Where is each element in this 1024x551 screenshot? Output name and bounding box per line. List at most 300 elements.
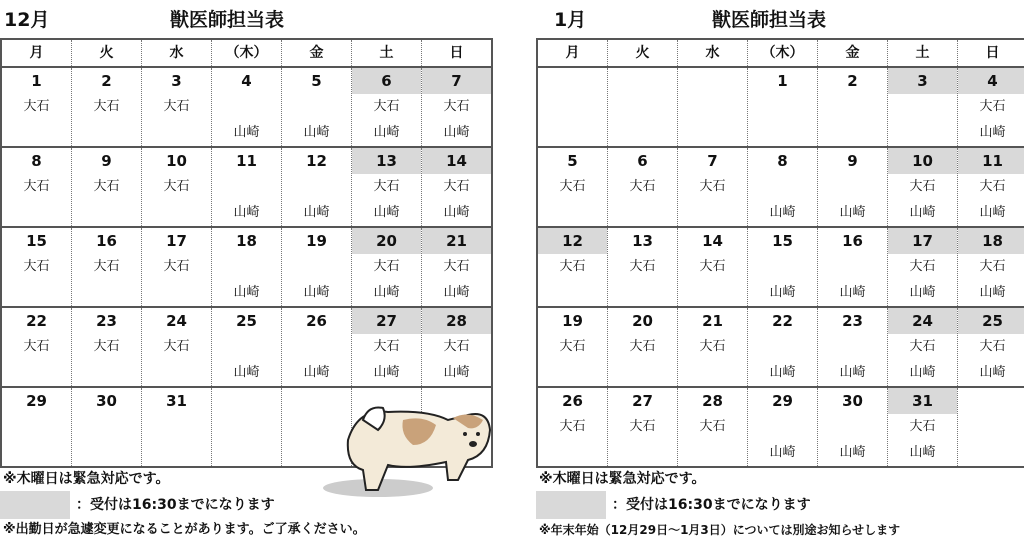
day-cell [888, 67, 958, 147]
day-cell [352, 67, 422, 147]
day-cell [422, 67, 493, 147]
vet-oishi: 大石 [373, 259, 400, 274]
vet-oishi: 大石 [629, 419, 656, 434]
vet-yamazaki [72, 280, 141, 306]
vet-oishi [282, 94, 351, 120]
weekday-header: 月 [1, 39, 72, 67]
week-row [537, 67, 1024, 147]
weekday-header: （木） [748, 39, 818, 67]
vet-oishi [2, 414, 71, 440]
day-number: 11 [958, 148, 1024, 174]
page-title: 獣医師担当表 [170, 9, 285, 31]
vet-oishi: 大石 [699, 179, 726, 194]
vet-oishi: 大石 [629, 259, 656, 274]
vet-yamazaki [608, 200, 677, 226]
day-cell [422, 307, 493, 387]
day-cell [212, 227, 282, 307]
vet-yamazaki: 山崎 [769, 445, 796, 460]
vet-oishi: 大石 [443, 339, 470, 354]
week-row [537, 147, 1024, 227]
weekday-header: 金 [282, 39, 352, 67]
day-number [958, 388, 1024, 414]
day-number: 21 [702, 312, 723, 330]
month-label: 12月 [4, 9, 50, 31]
day-number: 3 [888, 68, 957, 94]
vet-oishi: 大石 [163, 99, 190, 114]
page-title: 獣医師担当表 [712, 9, 827, 31]
day-cell [678, 387, 748, 467]
day-number: 6 [637, 152, 648, 170]
day-cell [212, 307, 282, 387]
day-cell [608, 67, 678, 147]
vet-yamazaki [678, 120, 747, 146]
vet-oishi: 大石 [93, 179, 120, 194]
day-cell [422, 147, 493, 227]
vet-oishi: 大石 [909, 339, 936, 354]
vet-oishi [212, 254, 281, 280]
weekday-header: 火 [72, 39, 142, 67]
vet-oishi [212, 414, 281, 440]
vet-yamazaki: 山崎 [373, 205, 400, 220]
day-number: 27 [632, 392, 653, 410]
vet-yamazaki: 山崎 [769, 285, 796, 300]
vet-yamazaki [212, 440, 281, 466]
day-number: 3 [171, 72, 182, 90]
vet-oishi: 大石 [629, 339, 656, 354]
day-number: 18 [958, 228, 1024, 254]
day-number: 22 [26, 312, 47, 330]
vet-yamazaki [748, 120, 817, 146]
day-cell [958, 307, 1024, 387]
day-cell [818, 387, 888, 467]
day-number [538, 68, 607, 94]
day-cell [537, 387, 608, 467]
vet-oishi [748, 94, 817, 120]
vet-yamazaki: 山崎 [233, 125, 260, 140]
calendar-body [536, 38, 1024, 540]
vet-oishi [748, 334, 817, 360]
vet-yamazaki [958, 440, 1024, 466]
vet-yamazaki: 山崎 [303, 205, 330, 220]
weekday-header: 月 [537, 39, 608, 67]
day-cell [888, 147, 958, 227]
day-number: 12 [306, 152, 327, 170]
vet-yamazaki: 山崎 [373, 285, 400, 300]
vet-oishi: 大石 [443, 99, 470, 114]
day-number: 24 [166, 312, 187, 330]
day-number: 10 [888, 148, 957, 174]
vet-yamazaki [608, 280, 677, 306]
day-number: 26 [306, 312, 327, 330]
vet-oishi: 大石 [699, 419, 726, 434]
day-number: 22 [772, 312, 793, 330]
day-cell [72, 387, 142, 467]
day-number: 23 [842, 312, 863, 330]
vet-oishi [282, 334, 351, 360]
day-number: 28 [702, 392, 723, 410]
day-number: 28 [422, 308, 491, 334]
week-row [1, 227, 492, 307]
vet-oishi: 大石 [373, 339, 400, 354]
vet-yamazaki: 山崎 [443, 285, 470, 300]
vet-yamazaki [72, 360, 141, 386]
day-cell [958, 227, 1024, 307]
day-cell [818, 67, 888, 147]
day-cell [282, 67, 352, 147]
day-cell [678, 307, 748, 387]
vet-yamazaki [2, 440, 71, 466]
day-number: 6 [352, 68, 421, 94]
vet-yamazaki [888, 120, 957, 146]
week-row [1, 67, 492, 147]
day-number: 15 [772, 232, 793, 250]
vet-yamazaki [2, 280, 71, 306]
vet-oishi: 大石 [23, 99, 50, 114]
vet-oishi: 大石 [699, 259, 726, 274]
vet-oishi: 大石 [23, 259, 50, 274]
note-thursday: ※木曜日は緊急対応です。 [3, 471, 170, 487]
day-number: 11 [236, 152, 257, 170]
note-thursday: ※木曜日は緊急対応です。 [539, 471, 706, 487]
day-number: 18 [236, 232, 257, 250]
day-number: 10 [166, 152, 187, 170]
vet-oishi [282, 254, 351, 280]
vet-yamazaki: 山崎 [909, 205, 936, 220]
day-number: 25 [958, 308, 1024, 334]
day-number: 14 [422, 148, 491, 174]
day-number: 29 [26, 392, 47, 410]
weekday-header: 火 [608, 39, 678, 67]
vet-yamazaki: 山崎 [839, 285, 866, 300]
vet-oishi [678, 94, 747, 120]
vet-oishi [748, 254, 817, 280]
vet-oishi [72, 414, 141, 440]
day-number: 27 [352, 308, 421, 334]
vet-yamazaki: 山崎 [839, 205, 866, 220]
vet-yamazaki: 山崎 [373, 125, 400, 140]
vet-oishi: 大石 [629, 179, 656, 194]
note-new-year: ※年末年始（12月29日～1月3日）については別途お知らせします [539, 523, 901, 537]
vet-oishi: 大石 [979, 339, 1006, 354]
day-cell [537, 227, 608, 307]
day-number: 19 [306, 232, 327, 250]
day-cell [1, 387, 72, 467]
day-cell [678, 67, 748, 147]
vet-oishi: 大石 [93, 339, 120, 354]
vet-oishi [282, 174, 351, 200]
day-cell [142, 227, 212, 307]
vet-yamazaki [142, 200, 211, 226]
day-cell [678, 147, 748, 227]
day-cell [72, 227, 142, 307]
vet-yamazaki: 山崎 [979, 285, 1006, 300]
vet-yamazaki: 山崎 [303, 285, 330, 300]
vet-yamazaki [538, 440, 607, 466]
vet-yamazaki [2, 200, 71, 226]
vet-oishi [748, 174, 817, 200]
vet-yamazaki: 山崎 [443, 205, 470, 220]
day-cell [142, 67, 212, 147]
vet-yamazaki [2, 120, 71, 146]
vet-yamazaki: 山崎 [839, 445, 866, 460]
vet-oishi [818, 94, 887, 120]
day-cell [282, 307, 352, 387]
vet-yamazaki: 山崎 [373, 365, 400, 380]
vet-yamazaki: 山崎 [233, 205, 260, 220]
day-number: 31 [888, 388, 957, 414]
day-number: 2 [101, 72, 112, 90]
note-change: ※出勤日が急遽変更になることがあります。ご了承ください。 [3, 522, 366, 537]
day-number: 13 [352, 148, 421, 174]
day-cell [748, 307, 818, 387]
day-cell [537, 307, 608, 387]
vet-oishi [958, 414, 1024, 440]
day-cell [282, 227, 352, 307]
vet-yamazaki [538, 120, 607, 146]
day-number: 9 [101, 152, 112, 170]
day-cell [608, 227, 678, 307]
day-number: 12 [538, 228, 607, 254]
vet-yamazaki [142, 280, 211, 306]
vet-yamazaki: 山崎 [979, 365, 1006, 380]
vet-yamazaki [678, 280, 747, 306]
vet-yamazaki [72, 200, 141, 226]
week-row [1, 307, 492, 387]
day-cell [352, 147, 422, 227]
day-number: 5 [567, 152, 578, 170]
vet-yamazaki [72, 440, 141, 466]
vet-yamazaki: 山崎 [443, 125, 470, 140]
weekday-header: 土 [352, 39, 422, 67]
week-row [537, 227, 1024, 307]
day-number: 31 [166, 392, 187, 410]
day-number: 23 [96, 312, 117, 330]
day-number: 29 [772, 392, 793, 410]
day-cell [422, 227, 493, 307]
day-cell [352, 307, 422, 387]
vet-oishi: 大石 [443, 179, 470, 194]
day-cell [282, 147, 352, 227]
day-number [212, 388, 281, 414]
day-cell [212, 67, 282, 147]
day-number: 30 [96, 392, 117, 410]
vet-oishi: 大石 [559, 259, 586, 274]
vet-oishi: 大石 [93, 259, 120, 274]
day-number [678, 68, 747, 94]
day-cell [608, 307, 678, 387]
day-number: 5 [311, 72, 322, 90]
vet-oishi [608, 94, 677, 120]
note-reception: ：受付は16:30までになります [612, 497, 811, 513]
day-cell [818, 227, 888, 307]
vet-oishi: 大石 [163, 259, 190, 274]
vet-yamazaki: 山崎 [909, 365, 936, 380]
vet-oishi [748, 414, 817, 440]
vet-oishi: 大石 [979, 179, 1006, 194]
weekday-header: 土 [888, 39, 958, 67]
vet-oishi [818, 174, 887, 200]
day-cell [888, 307, 958, 387]
day-number: 15 [26, 232, 47, 250]
day-number: 1 [31, 72, 42, 90]
vet-yamazaki [538, 280, 607, 306]
vet-oishi: 大石 [979, 99, 1006, 114]
day-cell [537, 67, 608, 147]
day-number: 26 [562, 392, 583, 410]
day-cell [958, 387, 1024, 467]
day-cell [537, 147, 608, 227]
vet-yamazaki: 山崎 [839, 365, 866, 380]
vet-yamazaki: 山崎 [233, 365, 260, 380]
vet-yamazaki [678, 200, 747, 226]
day-cell [958, 147, 1024, 227]
day-number: 7 [707, 152, 718, 170]
day-number: 2 [847, 72, 858, 90]
day-number: 25 [236, 312, 257, 330]
january-calendar [536, 0, 1024, 551]
month-label: 1月 [554, 9, 587, 31]
day-number [608, 68, 677, 94]
vet-oishi: 大石 [163, 179, 190, 194]
weekday-header-row [537, 39, 1024, 67]
vet-yamazaki: 山崎 [443, 365, 470, 380]
day-cell [748, 147, 818, 227]
vet-oishi [538, 94, 607, 120]
vet-oishi: 大石 [373, 179, 400, 194]
day-number: 8 [31, 152, 42, 170]
vet-oishi [888, 94, 957, 120]
day-cell [1, 227, 72, 307]
vet-yamazaki: 山崎 [909, 445, 936, 460]
day-cell [888, 387, 958, 467]
day-number: 19 [562, 312, 583, 330]
day-cell [352, 227, 422, 307]
vet-oishi: 大石 [699, 339, 726, 354]
vet-oishi [818, 254, 887, 280]
vet-oishi [818, 414, 887, 440]
day-cell [818, 307, 888, 387]
day-cell [1, 307, 72, 387]
vet-yamazaki [538, 360, 607, 386]
shade-legend [536, 491, 1024, 519]
weekday-header: 日 [958, 39, 1024, 67]
day-number: 21 [422, 228, 491, 254]
vet-oishi: 大石 [979, 259, 1006, 274]
week-row [537, 307, 1024, 387]
vet-oishi [212, 94, 281, 120]
vet-yamazaki [678, 360, 747, 386]
day-number: 4 [958, 68, 1024, 94]
vet-yamazaki [142, 440, 211, 466]
vet-oishi [212, 334, 281, 360]
day-cell [142, 387, 212, 467]
vet-yamazaki: 山崎 [303, 365, 330, 380]
vet-oishi [142, 414, 211, 440]
day-cell [748, 67, 818, 147]
vet-yamazaki [2, 360, 71, 386]
day-number: 9 [847, 152, 858, 170]
day-cell [608, 147, 678, 227]
note-reception: ：受付は16:30までになります [76, 497, 275, 513]
day-cell [818, 147, 888, 227]
day-number: 20 [632, 312, 653, 330]
vet-oishi: 大石 [373, 99, 400, 114]
vet-oishi [212, 174, 281, 200]
day-cell [72, 147, 142, 227]
vet-yamazaki [72, 120, 141, 146]
vet-yamazaki: 山崎 [909, 285, 936, 300]
vet-yamazaki: 山崎 [769, 205, 796, 220]
day-number: 16 [96, 232, 117, 250]
vet-yamazaki [608, 360, 677, 386]
vet-oishi: 大石 [559, 339, 586, 354]
vet-oishi: 大石 [163, 339, 190, 354]
schedule-table [536, 38, 1024, 468]
weekday-header-row [1, 39, 492, 67]
vet-yamazaki [608, 120, 677, 146]
vet-oishi: 大石 [909, 259, 936, 274]
shade-legend-swatch [536, 491, 606, 519]
vet-yamazaki: 山崎 [233, 285, 260, 300]
day-number: 16 [842, 232, 863, 250]
day-cell [1, 67, 72, 147]
day-number: 14 [702, 232, 723, 250]
day-cell [1, 147, 72, 227]
day-number: 30 [842, 392, 863, 410]
vet-yamazaki [142, 120, 211, 146]
vet-oishi: 大石 [93, 99, 120, 114]
vet-yamazaki [678, 440, 747, 466]
vet-oishi [818, 334, 887, 360]
vet-yamazaki [818, 120, 887, 146]
day-number: 24 [888, 308, 957, 334]
day-number: 1 [777, 72, 788, 90]
vet-yamazaki [142, 360, 211, 386]
week-row [537, 387, 1024, 467]
vet-oishi: 大石 [23, 179, 50, 194]
dog-illustration [318, 400, 498, 500]
weekday-header: 金 [818, 39, 888, 67]
shade-legend-swatch [0, 491, 70, 519]
day-cell [212, 147, 282, 227]
day-number: 4 [241, 72, 252, 90]
day-number: 7 [422, 68, 491, 94]
vet-oishi: 大石 [443, 259, 470, 274]
day-cell [212, 387, 282, 467]
weekday-header: 日 [422, 39, 493, 67]
day-number: 17 [888, 228, 957, 254]
vet-oishi: 大石 [909, 179, 936, 194]
day-number: 13 [632, 232, 653, 250]
day-cell [958, 67, 1024, 147]
week-row [1, 147, 492, 227]
day-cell [608, 387, 678, 467]
day-cell [142, 307, 212, 387]
vet-yamazaki: 山崎 [769, 365, 796, 380]
vet-oishi: 大石 [909, 419, 936, 434]
day-cell [748, 387, 818, 467]
day-number: 20 [352, 228, 421, 254]
vet-yamazaki: 山崎 [979, 205, 1006, 220]
day-number: 8 [777, 152, 788, 170]
vet-yamazaki [608, 440, 677, 466]
vet-yamazaki: 山崎 [979, 125, 1006, 140]
day-cell [142, 147, 212, 227]
day-cell [678, 227, 748, 307]
weekday-header: （木） [212, 39, 282, 67]
weekday-header: 水 [678, 39, 748, 67]
vet-yamazaki [538, 200, 607, 226]
